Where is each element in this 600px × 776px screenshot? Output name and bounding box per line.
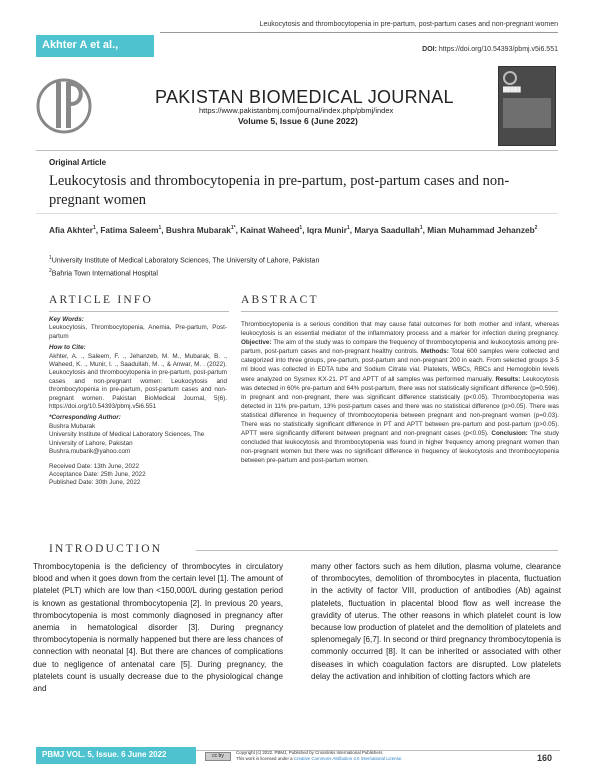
article-info-heading: ARTICLE INFO — [49, 294, 153, 306]
doi-link[interactable]: https://doi.org/10.54393/pbmj.v5i6.551 — [438, 46, 558, 53]
corresponding-label: *Corresponding Author: — [49, 414, 121, 422]
corresponding-email[interactable]: Bushra.mubarik@yahoo.com — [49, 448, 131, 456]
affiliation: $^1$University Institute of Medical Laboratory Sciences, The University of Lahore, Pakistan — [49, 255, 320, 265]
license-link[interactable]: Creative Commons Attribution 4.0 International License. — [293, 756, 403, 761]
journal-volume: Volume 5, Issue 6 (June 2022) — [238, 116, 358, 126]
intro-right-column: many other factors such as hem dilution, plasma volume, clearance of thrombocytes, demolition of thrombocytes in placenta, fluctuation in the activity of factor VIII, production of antibodies (Ab) against platelets, fluctuation in placental blood flow as well increase the gravidity of uterus. The other reasons in which platelet count is low because low production of platelet and the demolition of platelets and splenomegaly [6,7]. In second or third pregnancy thrombocytopenia is commonly occurred [8]. It can be inherited or associated with other diseases in which coagulation factors are disrupted. Low platelets delay the activation and inhibition of clotting factors which are — [311, 562, 561, 681]
header-divider — [36, 150, 558, 151]
doi — [422, 46, 558, 53]
published-date: Published Date: 30th June, 2022 — [49, 479, 141, 487]
author-name: Mian Muhammad Jehanzeb — [427, 224, 535, 235]
keywords-label: Key Words: — [49, 316, 84, 323]
author-name: Marya Saadullah — [354, 224, 420, 235]
journal-cover — [498, 66, 556, 146]
doi-label: DOI: — [422, 46, 437, 53]
article-title: Leukocytosis and thrombocytopenia in pre-partum, post-partum cases and non-pregnant women — [49, 173, 510, 208]
journal-name: PAKISTAN BIOMEDICAL JOURNAL — [155, 87, 454, 107]
author-name: Fatima Saleem — [100, 224, 159, 235]
affiliation: $^2$Bahria Town International Hospital — [49, 268, 158, 278]
header-rule — [160, 32, 558, 33]
accepted-date: Acceptance Date: 25th June, 2022 — [49, 470, 146, 478]
keywords: Leukocytosis, Thrombocytopenia, Anemia, Pre-partum, Post-partum — [49, 324, 227, 340]
article-info-rule — [49, 311, 229, 312]
corresponding-name: Bushra Mubarak — [49, 422, 96, 430]
author-list: Afia Akhter$^1$, Fatima Saleem$^1$, Bushra Mubarak$^{1*}$, Kainat Waheed$^1$, Iqra Munir$^1$, Marya Saadullah$^1$, Mian Muhammad Jehanzeb$^2$ — [49, 224, 538, 235]
abstract-text: Thrombocytopenia is a serious condition that may cause fatal outcomes for both mother and infant, whereas leukocytosis is an essential mediator of the inflammatory process and a marker for infection during pregnancy. Objective: The aim of the study was to compare the frequency of thrombocytopenia and leukocytosis among pre-partum, post-partum cases and non-pregnant healthy controls. Methods: Total 600 samples were collected and categorized into three groups, pre-partum, post-partum and non-pregnant 200 in each. From selected groups 3-5 ml blood was collected in EDTA tube and Sodium Citrate vial. Platelets, WBCs, RBCs and Hemoglobin levels were analyzed on Sysmex KX-21. PT and APTT of all samples was performed manually. Results: Leukocytosis was detected in 60% pre-partum and 64% post-partum, there was not statistically significant difference (p=0.596). In pregnant and non-pregnant, there was significant difference statistically (p<0.05). Thrombocytopenia was detected in 11% pre-partum, 13% post-partum cases and there was no statistical difference (p>0.05). There was statistical difference in frequency of thrombocytopenia between pregnant and non-pregnant women (p=0.03). There was no statistically significant difference in PT and APTT between pre-partum and post-partum (p>0.05). APTT were significantly different between pregnant and non-pregnant cases (p<0.05). Conclusion: The study concluded that leukocytosis and thrombocytopenia was found in higher frequency among pregnant women than non-pregnant women but there was no significant difference in frequency of leukocytosis and thrombocytopenia between pre-partum and post-partum women. — [241, 321, 560, 465]
introduction-heading: INTRODUCTION — [49, 543, 163, 555]
citation: Akhter, A. ., Saleem, F. ., Jehanzeb, M. M., Mubarak, B. ., Waheed, K. ., Munir, I. ., Saadullah, M. ., & Anwar, M. . (2022). Leukocytosis and thrombocytopenia in pre-partum, post-partum cases and non-pregnant women: Leukocytosis and thrombocytopenia in pre-partum, post-partum cases and non-pregnant women. Pakistan BioMedical Journal, 5(6). https://doi.org/10.54393/pbmj.v5i6.551 — [49, 352, 227, 411]
copyright: Copyright (c) 2022. PBMJ, Published by Crosslinks International Publishers This work is licensed under a Creative Commons Attribution 4.0 International License. — [236, 750, 403, 761]
cc-license-icon[interactable]: cc by — [205, 752, 231, 761]
introduction-rule — [196, 550, 558, 551]
author-name: Bushra Mubarak — [165, 224, 231, 235]
footer-journal-volume: PBMJ VOL. 5, Issue. 6 June 2022 — [36, 747, 196, 764]
cite-label: How to Cite: — [49, 344, 86, 352]
author-name: Kainat Waheed — [240, 224, 300, 235]
intro-left-column: Thrombocytopenia is the deficiency of thrombocytes in circulatory blood and when it goes down from the certain level [1]. The amount of platelet (PLT) which are low than <150,000/L during gestation period is known as gestational thrombocytopenia [2]. In previous 20 years, thrombocytopenia is most commonly diagnosed in pregnancy after anemia in hematological disorder [3]. During pregnancy thrombocytopenia is normally happened but there are less chances of connection with neonatal [4]. But there are chances of complications due to negligence of antenatal care [5]. During pregnancy, the platelets count is usually decrease due to the physiological change and — [33, 562, 284, 694]
title-divider — [36, 213, 558, 214]
corresponding-institution: University Institute of Medical Laboratory Sciences, The University of Lahore, Pakistan — [49, 431, 205, 447]
running-title: Leukocytosis and thrombocytopenia in pre-partum, post-partum cases and non-pregnant women — [259, 21, 558, 28]
cover-logo-icon — [503, 71, 517, 85]
author-name: Afia Akhter — [49, 224, 93, 235]
journal-url[interactable]: https://www.pakistanbmj.com/journal/index.php/pbmj/index — [199, 106, 394, 115]
affiliations — [49, 253, 319, 280]
abstract-heading: ABSTRACT — [241, 294, 319, 306]
cover-title-image: █████ — [503, 87, 521, 93]
cover-image — [503, 98, 551, 128]
author-name: Iqra Munir — [306, 224, 347, 235]
abstract-rule — [241, 311, 558, 312]
article-info — [49, 316, 227, 488]
page-number: 160 — [537, 753, 553, 763]
article-type: Original Article — [49, 158, 107, 167]
journal-logo-icon — [36, 68, 92, 144]
author-tab: Akhter A et al., — [36, 35, 154, 57]
received-date: Received Date: 13th June, 2022 — [49, 462, 139, 470]
